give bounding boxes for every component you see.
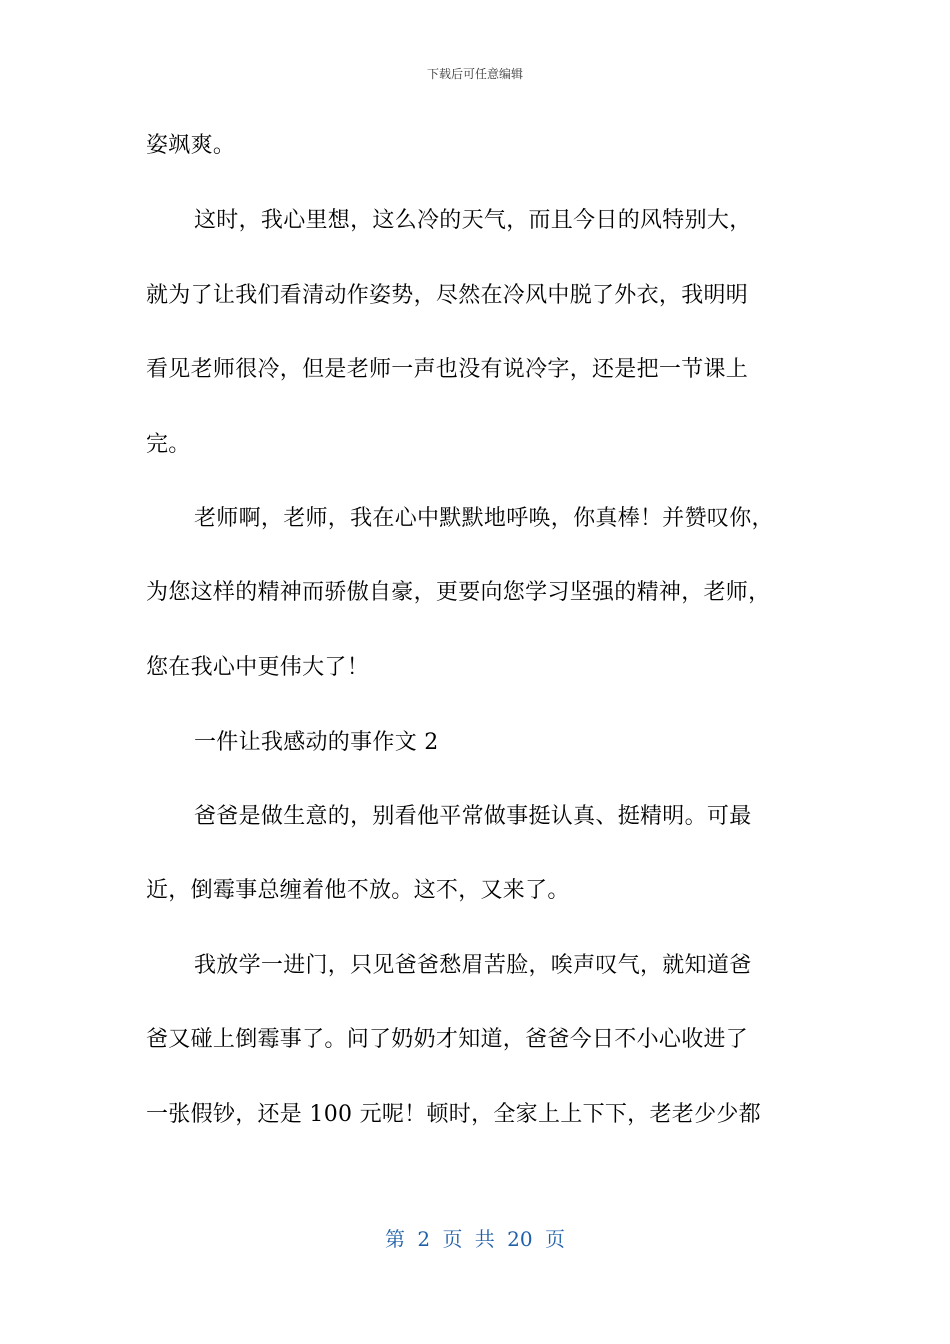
body-line: 一张假钞，还是 100 元呢！顿时，全家上上下下，老老少少都 (146, 1102, 761, 1127)
body-line: 您在我心中更伟大了！ (146, 655, 370, 680)
section-title: 一件让我感动的事作文 2 (194, 730, 439, 755)
body-line: 近，倒霉事总缠着他不放。这不，又来了。 (146, 878, 570, 903)
body-line: 为您这样的精神而骄傲自豪，更要向您学习坚强的精神，老师， (146, 580, 771, 605)
page-header: 下载后可任意编辑 (426, 67, 523, 81)
body-line: 我放学一进门，只见爸爸愁眉苦脸，唉声叹气，就知道爸 (194, 953, 752, 978)
body-line: 姿飒爽。 (146, 133, 236, 158)
body-line: 完。 (146, 432, 191, 457)
page-number: 第 2 页 共 20 页 (385, 1227, 565, 1251)
body-line: 这时，我心里想，这么冷的天气，而且今日的风特别大， (194, 208, 752, 233)
body-line: 看见老师很冷，但是老师一声也没有说冷字，还是把一节课上 (146, 357, 749, 382)
body-line: 老师啊，老师，我在心中默默地呼唤，你真棒！并赞叹你， (194, 506, 774, 531)
body-line: 爸爸是做生意的，别看他平常做事挺认真、挺精明。可最 (194, 804, 752, 829)
body-line: 就为了让我们看清动作姿势，尽然在冷风中脱了外衣，我明明 (146, 283, 749, 308)
body-line: 爸又碰上倒霉事了。问了奶奶才知道，爸爸今日不小心收进了 (146, 1027, 749, 1052)
